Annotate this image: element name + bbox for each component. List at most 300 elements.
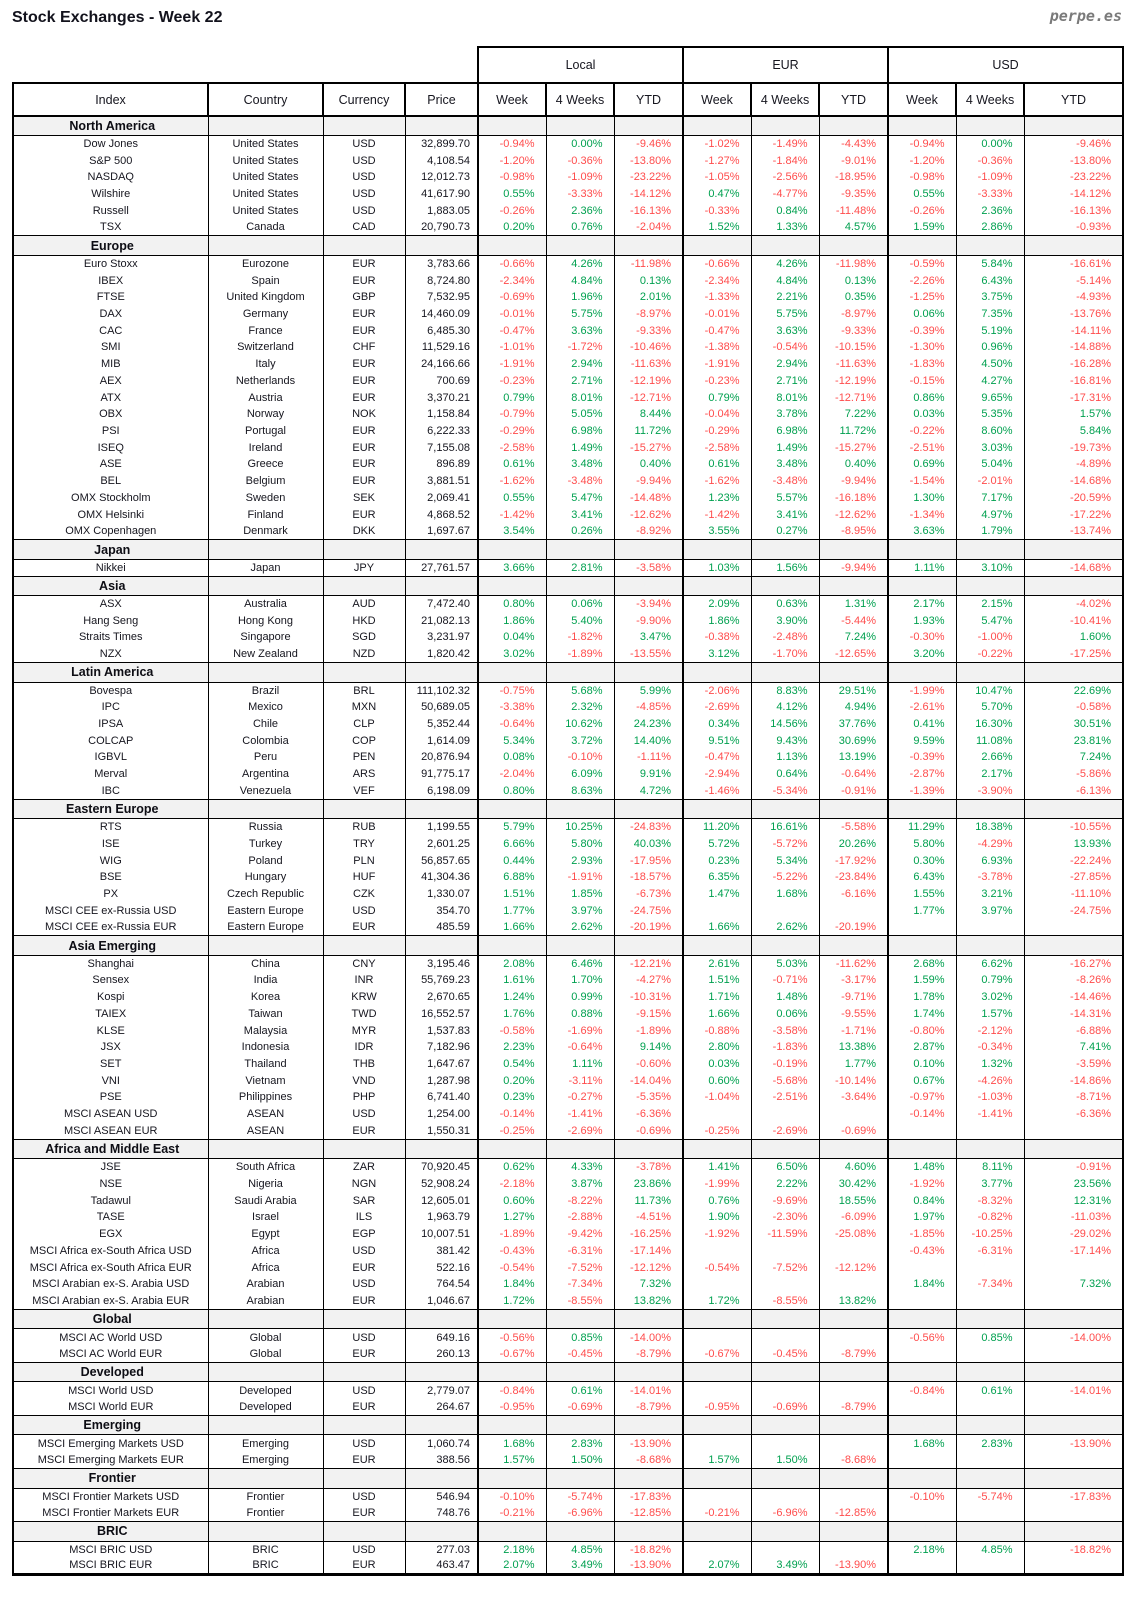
pct-eur-4weeks: 3.49%: [751, 1558, 819, 1575]
region-cell: [405, 936, 478, 956]
pct-eur-4weeks: 5.57%: [751, 490, 819, 507]
pct-local-week: 1.72%: [478, 1293, 546, 1310]
pct-eur-ytd: 0.40%: [819, 456, 888, 473]
country-name: Developed: [208, 1399, 323, 1416]
pct-local-ytd: -11.63%: [614, 356, 683, 373]
index-name: MSCI AC World USD: [13, 1329, 208, 1346]
pct-local-ytd: 4.72%: [614, 782, 683, 799]
currency-code: SEK: [323, 490, 405, 507]
currency-code: EUR: [323, 272, 405, 289]
index-name: BSE: [13, 869, 208, 886]
pct-eur-4weeks: 3.90%: [751, 612, 819, 629]
price-value: 55,769.23: [405, 972, 478, 989]
pct-local-ytd: -2.04%: [614, 219, 683, 236]
pct-usd-week: [888, 1399, 956, 1416]
currency-code: ZAR: [323, 1159, 405, 1176]
pct-eur-ytd: 37.76%: [819, 716, 888, 733]
pct-eur-4weeks: 0.64%: [751, 766, 819, 783]
index-row: [13, 835, 1123, 852]
pct-usd-week: [888, 1505, 956, 1522]
pct-local-ytd: -16.25%: [614, 1226, 683, 1243]
country-name: Thailand: [208, 1056, 323, 1073]
index-name: WIG: [13, 852, 208, 869]
price-value: 6,485.30: [405, 322, 478, 339]
pct-local-4weeks: 0.06%: [546, 596, 614, 613]
pct-eur-4weeks: [751, 1329, 819, 1346]
region-label: Global: [13, 1309, 208, 1329]
price-value: 41,304.36: [405, 869, 478, 886]
pct-local-ytd: -14.04%: [614, 1072, 683, 1089]
pct-local-4weeks: -9.42%: [546, 1226, 614, 1243]
pct-eur-4weeks: 4.12%: [751, 699, 819, 716]
pct-usd-4weeks: 5.47%: [956, 612, 1024, 629]
pct-local-ytd: -9.46%: [614, 136, 683, 153]
pct-eur-4weeks: 0.06%: [751, 1006, 819, 1023]
pct-local-4weeks: 0.26%: [546, 523, 614, 540]
pct-local-4weeks: 5.05%: [546, 406, 614, 423]
index-row: [13, 506, 1123, 523]
region-cell: [956, 799, 1024, 819]
pct-usd-week: 1.93%: [888, 612, 956, 629]
pct-eur-week: -1.62%: [683, 473, 751, 490]
pct-eur-ytd: -12.19%: [819, 373, 888, 390]
pct-usd-week: -2.26%: [888, 272, 956, 289]
region-row: [13, 1521, 1123, 1541]
pct-local-week: 1.76%: [478, 1006, 546, 1023]
pct-eur-ytd: 1.77%: [819, 1056, 888, 1073]
country-name: India: [208, 972, 323, 989]
region-cell: [546, 1139, 614, 1159]
pct-eur-4weeks: 3.48%: [751, 456, 819, 473]
region-cell: [478, 936, 546, 956]
currency-code: USD: [323, 1276, 405, 1293]
index-name: MSCI World EUR: [13, 1399, 208, 1416]
pct-usd-4weeks: 2.86%: [956, 219, 1024, 236]
region-row: [13, 116, 1123, 136]
region-cell: [323, 540, 405, 560]
pct-usd-4weeks: [956, 1293, 1024, 1310]
country-name: Hong Kong: [208, 612, 323, 629]
pct-usd-ytd: -14.00%: [1024, 1329, 1123, 1346]
price-value: 4,868.52: [405, 506, 478, 523]
pct-local-4weeks: -3.48%: [546, 473, 614, 490]
region-cell: [614, 1521, 683, 1541]
pct-local-ytd: 2.01%: [614, 289, 683, 306]
pct-local-ytd: 23.86%: [614, 1176, 683, 1193]
col-header-usd-4weeks: 4 Weeks: [956, 83, 1024, 116]
region-cell: [478, 1415, 546, 1435]
index-name: SET: [13, 1056, 208, 1073]
pct-local-ytd: -14.48%: [614, 490, 683, 507]
pct-usd-ytd: 7.41%: [1024, 1039, 1123, 1056]
country-name: United States: [208, 202, 323, 219]
region-row: [13, 936, 1123, 956]
country-name: Taiwan: [208, 1006, 323, 1023]
region-label: Europe: [13, 236, 208, 256]
pct-eur-ytd: 30.69%: [819, 732, 888, 749]
pct-local-ytd: 40.03%: [614, 835, 683, 852]
price-value: 388.56: [405, 1452, 478, 1469]
pct-local-week: 0.55%: [478, 490, 546, 507]
pct-local-week: -1.42%: [478, 506, 546, 523]
currency-code: USD: [323, 1242, 405, 1259]
price-value: 649.16: [405, 1329, 478, 1346]
index-name: Straits Times: [13, 629, 208, 646]
pct-local-ytd: -3.78%: [614, 1159, 683, 1176]
pct-usd-week: 1.68%: [888, 1435, 956, 1452]
country-name: United States: [208, 152, 323, 169]
pct-eur-4weeks: 1.56%: [751, 559, 819, 576]
region-cell: [888, 1521, 956, 1541]
currency-code: PEN: [323, 749, 405, 766]
currency-code: PLN: [323, 852, 405, 869]
index-row: [13, 749, 1123, 766]
index-name: MSCI Africa ex-South Africa USD: [13, 1242, 208, 1259]
region-cell: [819, 1521, 888, 1541]
index-name: PSE: [13, 1089, 208, 1106]
index-name: OMX Copenhagen: [13, 523, 208, 540]
region-cell: [1024, 1415, 1123, 1435]
region-cell: [819, 1139, 888, 1159]
pct-eur-week: [683, 1488, 751, 1505]
region-cell: [683, 1521, 751, 1541]
pct-eur-week: -2.69%: [683, 699, 751, 716]
region-cell: [956, 540, 1024, 560]
pct-eur-ytd: 4.57%: [819, 219, 888, 236]
index-row: [13, 1226, 1123, 1243]
pct-eur-week: -1.46%: [683, 782, 751, 799]
pct-usd-4weeks: 1.32%: [956, 1056, 1024, 1073]
col-header-local-4weeks: 4 Weeks: [546, 83, 614, 116]
index-name: Euro Stoxx: [13, 256, 208, 273]
pct-usd-week: [888, 919, 956, 936]
pct-usd-4weeks: -1.00%: [956, 629, 1024, 646]
pct-eur-4weeks: -3.58%: [751, 1022, 819, 1039]
region-cell: [751, 1521, 819, 1541]
price-value: 20,876.94: [405, 749, 478, 766]
pct-eur-week: 3.12%: [683, 646, 751, 663]
index-name: IGBVL: [13, 749, 208, 766]
col-header-eur-week: Week: [683, 83, 751, 116]
country-name: Venezuela: [208, 782, 323, 799]
price-value: 3,195.46: [405, 955, 478, 972]
pct-local-ytd: 0.13%: [614, 272, 683, 289]
pct-local-ytd: 5.99%: [614, 682, 683, 699]
pct-usd-week: 11.29%: [888, 819, 956, 836]
pct-local-ytd: -12.19%: [614, 373, 683, 390]
pct-eur-week: -0.21%: [683, 1505, 751, 1522]
pct-local-4weeks: 8.63%: [546, 782, 614, 799]
pct-eur-ytd: -12.62%: [819, 506, 888, 523]
pct-local-week: -0.23%: [478, 373, 546, 390]
pct-local-week: -0.79%: [478, 406, 546, 423]
pct-usd-ytd: -14.88%: [1024, 339, 1123, 356]
pct-local-week: 0.62%: [478, 1159, 546, 1176]
region-cell: [614, 1415, 683, 1435]
index-row: [13, 256, 1123, 273]
index-row: [13, 219, 1123, 236]
pct-local-week: 0.80%: [478, 596, 546, 613]
pct-usd-week: 0.55%: [888, 186, 956, 203]
table-body: [13, 116, 1123, 1574]
pct-local-week: -1.20%: [478, 152, 546, 169]
pct-local-ytd: -12.12%: [614, 1259, 683, 1276]
pct-local-4weeks: -6.31%: [546, 1242, 614, 1259]
pct-local-4weeks: 6.98%: [546, 423, 614, 440]
pct-usd-week: 0.69%: [888, 456, 956, 473]
region-cell: [956, 1309, 1024, 1329]
pct-local-week: 1.27%: [478, 1209, 546, 1226]
pct-local-week: -0.14%: [478, 1106, 546, 1123]
pct-usd-ytd: 23.81%: [1024, 732, 1123, 749]
price-value: 111,102.32: [405, 682, 478, 699]
pct-eur-ytd: -16.18%: [819, 490, 888, 507]
col-header-currency: Currency: [323, 83, 405, 116]
pct-eur-ytd: -12.85%: [819, 1505, 888, 1522]
pct-eur-4weeks: 4.26%: [751, 256, 819, 273]
pct-eur-ytd: -5.58%: [819, 819, 888, 836]
pct-local-week: 1.51%: [478, 886, 546, 903]
currency-code: VEF: [323, 782, 405, 799]
pct-usd-ytd: -17.83%: [1024, 1488, 1123, 1505]
region-cell: [683, 236, 751, 256]
pct-local-4weeks: 6.46%: [546, 955, 614, 972]
pct-local-4weeks: 2.81%: [546, 559, 614, 576]
region-cell: [405, 576, 478, 596]
country-name: Nigeria: [208, 1176, 323, 1193]
country-name: Portugal: [208, 423, 323, 440]
pct-eur-4weeks: 3.63%: [751, 322, 819, 339]
region-cell: [478, 799, 546, 819]
currency-code: EUR: [323, 506, 405, 523]
index-name: Russell: [13, 202, 208, 219]
pct-eur-4weeks: 14.56%: [751, 716, 819, 733]
pct-usd-ytd: -14.68%: [1024, 473, 1123, 490]
pct-eur-ytd: -13.90%: [819, 1558, 888, 1575]
country-name: Philippines: [208, 1089, 323, 1106]
pct-eur-4weeks: -1.84%: [751, 152, 819, 169]
region-cell: [546, 1521, 614, 1541]
pct-usd-week: 2.68%: [888, 955, 956, 972]
country-name: BRIC: [208, 1541, 323, 1558]
region-cell: [614, 799, 683, 819]
country-name: Arabian: [208, 1293, 323, 1310]
pct-usd-ytd: -16.13%: [1024, 202, 1123, 219]
pct-eur-ytd: -15.27%: [819, 439, 888, 456]
pct-usd-ytd: -16.27%: [1024, 955, 1123, 972]
pct-eur-week: 1.72%: [683, 1293, 751, 1310]
price-value: 10,007.51: [405, 1226, 478, 1243]
pct-usd-4weeks: [956, 1505, 1024, 1522]
region-label: North America: [13, 116, 208, 136]
index-row: [13, 373, 1123, 390]
pct-eur-4weeks: -2.69%: [751, 1123, 819, 1140]
pct-local-week: -0.66%: [478, 256, 546, 273]
pct-eur-week: -0.29%: [683, 423, 751, 440]
pct-usd-4weeks: -4.26%: [956, 1072, 1024, 1089]
country-name: Eastern Europe: [208, 902, 323, 919]
country-name: Saudi Arabia: [208, 1192, 323, 1209]
pct-eur-ytd: -9.94%: [819, 559, 888, 576]
pct-usd-week: 0.30%: [888, 852, 956, 869]
index-name: MSCI BRIC USD: [13, 1541, 208, 1558]
pct-usd-4weeks: -7.34%: [956, 1276, 1024, 1293]
currency-code: HUF: [323, 869, 405, 886]
pct-local-ytd: -24.83%: [614, 819, 683, 836]
pct-local-ytd: -14.12%: [614, 186, 683, 203]
country-name: South Africa: [208, 1159, 323, 1176]
region-cell: [405, 1415, 478, 1435]
currency-code: EUR: [323, 1346, 405, 1363]
pct-local-week: 0.55%: [478, 186, 546, 203]
pct-local-week: 6.66%: [478, 835, 546, 852]
pct-usd-week: 9.59%: [888, 732, 956, 749]
pct-eur-week: 1.71%: [683, 989, 751, 1006]
region-cell: [888, 936, 956, 956]
region-row: [13, 1309, 1123, 1329]
region-cell: [956, 1521, 1024, 1541]
pct-local-ytd: -9.90%: [614, 612, 683, 629]
price-value: 2,670.65: [405, 989, 478, 1006]
pct-local-week: -0.64%: [478, 716, 546, 733]
pct-eur-4weeks: 5.75%: [751, 306, 819, 323]
index-row: [13, 1346, 1123, 1363]
pct-eur-4weeks: -0.54%: [751, 339, 819, 356]
currency-code: HKD: [323, 612, 405, 629]
pct-usd-week: [888, 1346, 956, 1363]
pct-usd-4weeks: 6.93%: [956, 852, 1024, 869]
price-value: 12,605.01: [405, 1192, 478, 1209]
country-name: France: [208, 322, 323, 339]
pct-local-week: 2.23%: [478, 1039, 546, 1056]
pct-usd-week: 3.63%: [888, 523, 956, 540]
pct-eur-4weeks: 2.21%: [751, 289, 819, 306]
pct-eur-ytd: [819, 1106, 888, 1123]
country-name: Denmark: [208, 523, 323, 540]
region-cell: [405, 540, 478, 560]
pct-usd-week: -1.34%: [888, 506, 956, 523]
pct-usd-4weeks: 2.66%: [956, 749, 1024, 766]
region-cell: [323, 576, 405, 596]
currency-code: NOK: [323, 406, 405, 423]
pct-usd-4weeks: 18.38%: [956, 819, 1024, 836]
pct-eur-4weeks: -4.77%: [751, 186, 819, 203]
pct-local-4weeks: -7.52%: [546, 1259, 614, 1276]
pct-local-4weeks: 1.11%: [546, 1056, 614, 1073]
region-row: [13, 1415, 1123, 1435]
currency-code: EUR: [323, 423, 405, 440]
pct-usd-ytd: -22.24%: [1024, 852, 1123, 869]
region-cell: [956, 1468, 1024, 1488]
pct-usd-week: 2.87%: [888, 1039, 956, 1056]
index-row: [13, 1488, 1123, 1505]
pct-eur-4weeks: -9.69%: [751, 1192, 819, 1209]
region-cell: [614, 1468, 683, 1488]
pct-local-week: -2.04%: [478, 766, 546, 783]
pct-eur-ytd: 13.38%: [819, 1039, 888, 1056]
pct-usd-week: -1.54%: [888, 473, 956, 490]
pct-usd-ytd: 23.56%: [1024, 1176, 1123, 1193]
country-name: Developed: [208, 1382, 323, 1399]
pct-local-4weeks: 0.76%: [546, 219, 614, 236]
currency-code: EUR: [323, 1505, 405, 1522]
pct-local-ytd: -6.36%: [614, 1106, 683, 1123]
currency-code: THB: [323, 1056, 405, 1073]
region-cell: [405, 663, 478, 683]
region-cell: [478, 576, 546, 596]
region-row: [13, 1362, 1123, 1382]
pct-eur-4weeks: 16.61%: [751, 819, 819, 836]
group-header-eur: EUR: [683, 47, 888, 83]
pct-eur-week: -1.05%: [683, 169, 751, 186]
index-name: ISEQ: [13, 439, 208, 456]
pct-local-ytd: -17.83%: [614, 1488, 683, 1505]
index-row: [13, 272, 1123, 289]
index-row: [13, 1242, 1123, 1259]
currency-code: ILS: [323, 1209, 405, 1226]
currency-code: PHP: [323, 1089, 405, 1106]
currency-code: EUR: [323, 1293, 405, 1310]
price-value: 748.76: [405, 1505, 478, 1522]
pct-usd-week: -0.56%: [888, 1329, 956, 1346]
pct-usd-week: 0.06%: [888, 306, 956, 323]
pct-eur-4weeks: 1.68%: [751, 886, 819, 903]
pct-usd-4weeks: 3.10%: [956, 559, 1024, 576]
region-row: [13, 1139, 1123, 1159]
index-name: MSCI World USD: [13, 1382, 208, 1399]
price-value: 3,881.51: [405, 473, 478, 490]
index-row: [13, 490, 1123, 507]
pct-eur-ytd: [819, 1435, 888, 1452]
pct-local-4weeks: -8.55%: [546, 1293, 614, 1310]
pct-eur-ytd: [819, 1242, 888, 1259]
pct-usd-week: -0.39%: [888, 749, 956, 766]
pct-usd-ytd: -23.22%: [1024, 169, 1123, 186]
country-name: Russia: [208, 819, 323, 836]
price-value: 1,614.09: [405, 732, 478, 749]
pct-usd-4weeks: -0.36%: [956, 152, 1024, 169]
pct-local-4weeks: 3.49%: [546, 1558, 614, 1575]
price-value: 12,012.73: [405, 169, 478, 186]
pct-usd-week: -0.39%: [888, 322, 956, 339]
currency-code: USD: [323, 1435, 405, 1452]
country-name: Turkey: [208, 835, 323, 852]
pct-usd-4weeks: -1.41%: [956, 1106, 1024, 1123]
pct-local-week: -0.58%: [478, 1022, 546, 1039]
pct-usd-4weeks: 7.35%: [956, 306, 1024, 323]
currency-code: EUR: [323, 322, 405, 339]
country-name: United States: [208, 136, 323, 153]
pct-usd-week: -0.59%: [888, 256, 956, 273]
country-name: ASEAN: [208, 1123, 323, 1140]
col-header-index: Index: [13, 83, 208, 116]
pct-eur-ytd: [819, 1276, 888, 1293]
index-row: [13, 1452, 1123, 1469]
region-cell: [614, 236, 683, 256]
price-value: 3,783.66: [405, 256, 478, 273]
pct-local-week: 0.61%: [478, 456, 546, 473]
region-cell: [683, 1362, 751, 1382]
group-header-spacer: [13, 47, 478, 83]
currency-code: USD: [323, 1541, 405, 1558]
pct-local-week: 3.02%: [478, 646, 546, 663]
pct-usd-week: -1.39%: [888, 782, 956, 799]
pct-eur-ytd: -23.84%: [819, 869, 888, 886]
index-row: [13, 406, 1123, 423]
pct-local-week: 5.79%: [478, 819, 546, 836]
price-value: 264.67: [405, 1399, 478, 1416]
pct-eur-week: [683, 1382, 751, 1399]
